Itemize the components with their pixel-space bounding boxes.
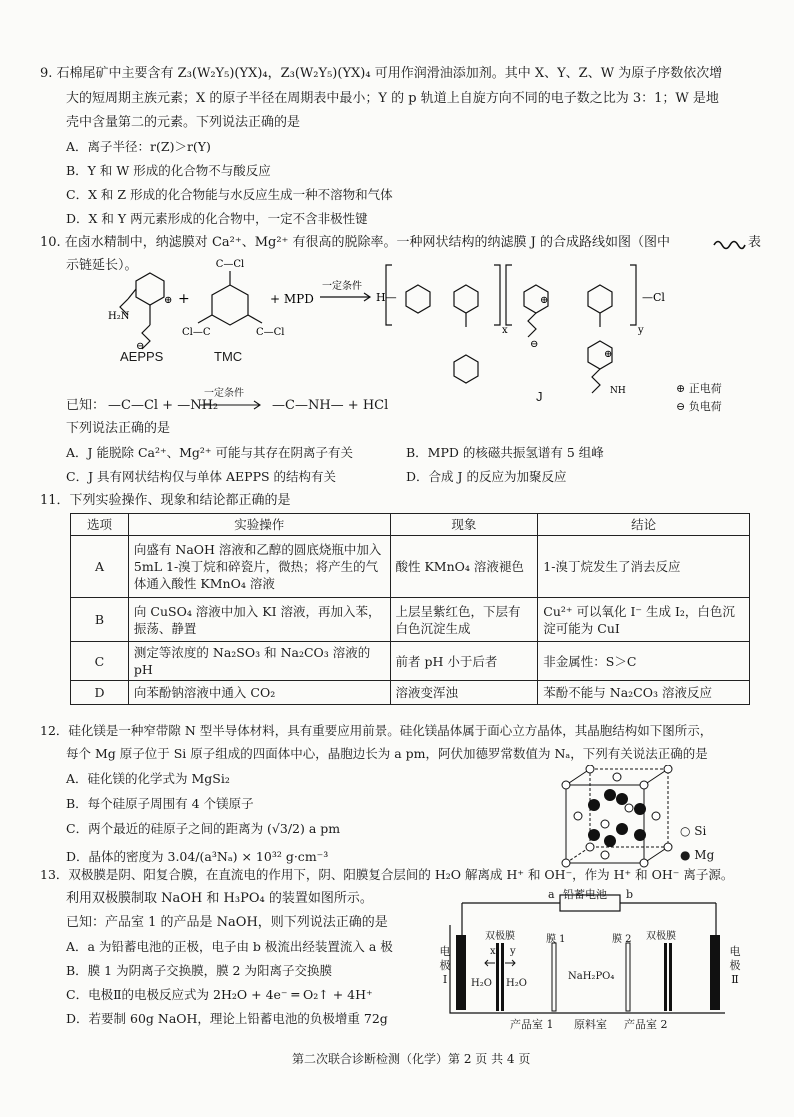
q12-option-a: A．硅化镁的化学式为 MgSi₂ <box>66 771 230 786</box>
membrane-2-label: 膜 2 <box>612 934 632 945</box>
q10-option-a: A．J 能脱除 Ca²⁺、Mg²⁺ 可能与其存在阴离子有关 <box>66 445 353 460</box>
water-label-left: H₂O <box>471 978 492 989</box>
electrode-1 <box>456 935 466 1010</box>
svg-text:C—Cl: C—Cl <box>256 327 285 338</box>
experiment-table <box>70 513 750 705</box>
q12-stem-line2: 每个 Mg 原子位于 Si 原子组成的四面体中心，晶胞边长为 a pm，阿伏加德罗常数值为 Nₐ，下列有关说法正确的是 <box>66 746 708 761</box>
table-row <box>71 598 750 642</box>
q13-option-d: D．若要制 60g NaOH，理论上铅蓄电池的负极增重 72g <box>66 1011 388 1026</box>
q10-option-d: D．合成 J 的反应为加聚反应 <box>406 469 567 484</box>
svg-text:y: y <box>638 325 644 336</box>
row-phenomenon: 酸性 KMnO₄ 溶液褪色 <box>390 536 538 598</box>
x-label: x <box>490 946 496 957</box>
q12-option-c: C．两个最近的硅原子之间的距离为 (√3/2) a pm <box>66 821 341 836</box>
table-row <box>71 681 750 705</box>
svg-text:⊖: ⊖ <box>136 341 145 352</box>
bipolar-label-2: 双极膜 <box>646 931 676 942</box>
q13-stem-line1: 13．双极膜是阴、阳复合膜，在直流电的作用下，阴、阳膜复合层间的 H₂O 解离成 H⁺ 和 OH⁻，作为 H⁺ 和 OH⁻ 离子源。 <box>40 867 734 882</box>
legend-negative: ⊖ 负电荷 <box>676 400 722 413</box>
wavy-bond-icon <box>712 236 746 250</box>
header-phenomenon: 现象 <box>390 514 538 536</box>
row-operation: 向苯酚钠溶液中通入 CO₂ <box>128 681 390 705</box>
q10-question: 下列说法正确的是 <box>66 421 171 436</box>
q13-option-c: C．电极Ⅱ的电极反应式为 2H₂O + 4e⁻ ═ O₂↑ + 4H⁺ <box>66 987 373 1002</box>
bipolar-label-1: 双极膜 <box>485 931 515 942</box>
row-key: B <box>71 598 129 642</box>
row-key: C <box>71 642 129 681</box>
bipolar-membrane-1-x <box>496 943 499 1011</box>
row-conclusion: 非金属性：S＞C <box>538 642 750 681</box>
q9-option-a: A．离子半径：r(Z)＞r(Y) <box>66 139 211 154</box>
bipolar-membrane-2-x <box>664 943 667 1011</box>
q9-stem-line2: 大的短周期主族元素；X 的原子半径在周期表中最小；Y 的 p 轨道上自旋方向不同的电子数之比为 3：1；W 是地 <box>66 91 719 106</box>
q13-option-a: A．a 为铅蓄电池的正极，电子由 b 极流出经装置流入 a 极 <box>66 939 393 954</box>
known-reactant: —C—Cl + —NH₂ <box>108 398 219 413</box>
electrode-2-label: 电 极 Ⅱ <box>729 945 741 986</box>
svg-text:x: x <box>502 325 508 336</box>
known-condition: 一定条件 <box>204 388 244 399</box>
product-room-2-label: 产品室 2 <box>624 1018 668 1031</box>
q13-option-b: B．膜 1 为阴离子交换膜，膜 2 为阳离子交换膜 <box>66 963 332 978</box>
raw-material-room-label: 原料室 <box>574 1018 607 1031</box>
header-option: 选项 <box>71 514 129 536</box>
electrode-2 <box>710 935 720 1010</box>
nah2po4-label: NaH₂PO₄ <box>568 971 615 982</box>
known-prefix: 已知： <box>66 398 106 413</box>
terminal-a: a <box>548 888 555 901</box>
svg-text:一定条件: 一定条件 <box>322 281 362 292</box>
legend-mg: ● Mg <box>680 848 715 862</box>
table-row <box>71 642 750 681</box>
j-label: J <box>536 389 543 404</box>
bipolar-membrane-2-y <box>669 943 672 1011</box>
row-phenomenon: 前者 pH 小于后者 <box>390 642 538 681</box>
header-operation: 实验操作 <box>128 514 390 536</box>
row-conclusion: 1-溴丁烷发生了消去反应 <box>538 536 750 598</box>
svg-text:+: + <box>178 291 190 307</box>
row-operation: 测定等浓度的 Na₂SO₃ 和 Na₂CO₃ 溶液的 pH <box>128 642 390 681</box>
tmc-label: TMC <box>214 349 243 364</box>
q9-stem-line3: 壳中含量第二的元素。下列说法正确的是 <box>66 115 301 130</box>
row-key: A <box>71 536 129 598</box>
svg-text:⊕: ⊕ <box>164 295 173 306</box>
reaction-arrow-icon <box>198 400 264 410</box>
q13-stem-line2: 利用双极膜制取 NaOH 和 H₃PO₄ 的装置如图所示。 <box>66 891 373 906</box>
row-conclusion: 苯酚不能与 Na₂CO₃ 溶液反应 <box>538 681 750 705</box>
svg-text:—Cl: —Cl <box>642 291 665 304</box>
row-phenomenon: 上层呈紫红色，下层有白色沉淀生成 <box>390 598 538 642</box>
q9-stem-line1: 9. 石棉尾矿中主要含有 Z₃(W₂Y₅)(YX)₄，Z₃(W₂Y₅)(YX)₄ 可用作润滑油添加剂。其中 X、Y、Z、W 为原子序数依次增 <box>40 66 723 81</box>
svg-text:+ MPD: + MPD <box>270 292 314 306</box>
svg-text:⊕: ⊕ <box>540 295 549 306</box>
aepps-label: AEPPS <box>120 349 164 364</box>
row-phenomenon: 溶液变浑浊 <box>390 681 538 705</box>
q10-stem-line2: 示链延长）。 <box>66 258 138 273</box>
terminal-b: b <box>626 888 634 901</box>
row-operation: 向盛有 NaOH 溶液和乙醇的圆底烧瓶中加入 5mL 1-溴丁烷和碎瓷片，微热；将产生的气体通入酸性 KMnO₄ 溶液 <box>128 536 390 598</box>
svg-text:H—: H— <box>376 291 397 304</box>
table-row <box>71 536 750 598</box>
q9-option-d: D．X 和 Y 两元素形成的化合物中，一定不含非极性键 <box>66 211 368 226</box>
bipolar-membrane-1-y <box>501 943 504 1011</box>
svg-text:NH: NH <box>610 386 626 396</box>
tmc-ring <box>212 285 248 325</box>
q12-option-d: D．晶体的密度为 3.04/(a³Nₐ) × 10³² g·cm⁻³ <box>66 849 329 864</box>
known-product: —C—NH— + HCl <box>272 398 389 413</box>
row-conclusion: Cu²⁺ 可以氧化 I⁻ 生成 I₂，白色沉淀可能为 CuI <box>538 598 750 642</box>
legend-positive: ⊕ 正电荷 <box>676 382 722 395</box>
svg-text:⊖: ⊖ <box>530 339 539 350</box>
synthesis-route-diagram <box>70 255 720 405</box>
membrane-2 <box>626 943 630 1011</box>
q10-stem-line1: 10. 在卤水精制中，纳滤膜对 Ca²⁺、Mg²⁺ 有很高的脱除率。一种网状结构的纳滤膜 J 的合成路线如图（图中 <box>40 235 671 250</box>
membrane-1 <box>552 943 556 1011</box>
q11-stem: 11．下列实验操作、现象和结论都正确的是 <box>40 493 291 508</box>
electrode-1-label: 电 极 Ⅰ <box>439 945 451 986</box>
q12-option-b: B．每个硅原子周围有 4 个镁原子 <box>66 796 254 811</box>
q9-option-b: B．Y 和 W 形成的化合物不与酸反应 <box>66 163 271 178</box>
row-key: D <box>71 681 129 705</box>
water-label-right: H₂O <box>506 978 527 989</box>
q13-stem-line3: 已知：产品室 1 的产品是 NaOH，则下列说法正确的是 <box>66 915 388 930</box>
y-label: y <box>510 946 516 957</box>
svg-text:H₂N: H₂N <box>108 311 130 322</box>
header-conclusion: 结论 <box>538 514 750 536</box>
svg-text:Cl—C: Cl—C <box>182 327 211 338</box>
svg-text:⊕: ⊕ <box>604 349 613 360</box>
electrolysis-device-diagram <box>440 885 725 1035</box>
q10-stem-tail: 表 <box>748 235 762 250</box>
aepps-ring <box>136 273 164 305</box>
row-operation: 向 CuSO₄ 溶液中加入 KI 溶液，再加入苯，振荡、静置 <box>128 598 390 642</box>
product-room-1-label: 产品室 1 <box>510 1018 554 1031</box>
battery-label: 铅蓄电池 <box>563 888 607 901</box>
q12-stem-line1: 12．硅化镁是一种窄带隙 N 型半导体材料，具有重要应用前景。硅化镁晶体属于面心立方晶体，其晶胞结构如下图所示， <box>40 723 713 738</box>
svg-text:C—Cl: C—Cl <box>215 259 245 270</box>
table-header-row <box>71 514 750 536</box>
legend-si: ○ Si <box>680 824 707 838</box>
q9-option-c: C．X 和 Z 形成的化合物能与水反应生成一种不溶物和气体 <box>66 187 393 202</box>
page-footer: 第二次联合诊断检测（化学）第 2 页 共 4 页 <box>292 1052 531 1066</box>
membrane-1-label: 膜 1 <box>546 934 566 945</box>
q10-option-c: C．J 具有网状结构仅与单体 AEPPS 的结构有关 <box>66 469 337 484</box>
crystal-cell-diagram <box>560 765 680 875</box>
q10-option-b: B．MPD 的核磁共振氢谱有 5 组峰 <box>406 445 604 460</box>
